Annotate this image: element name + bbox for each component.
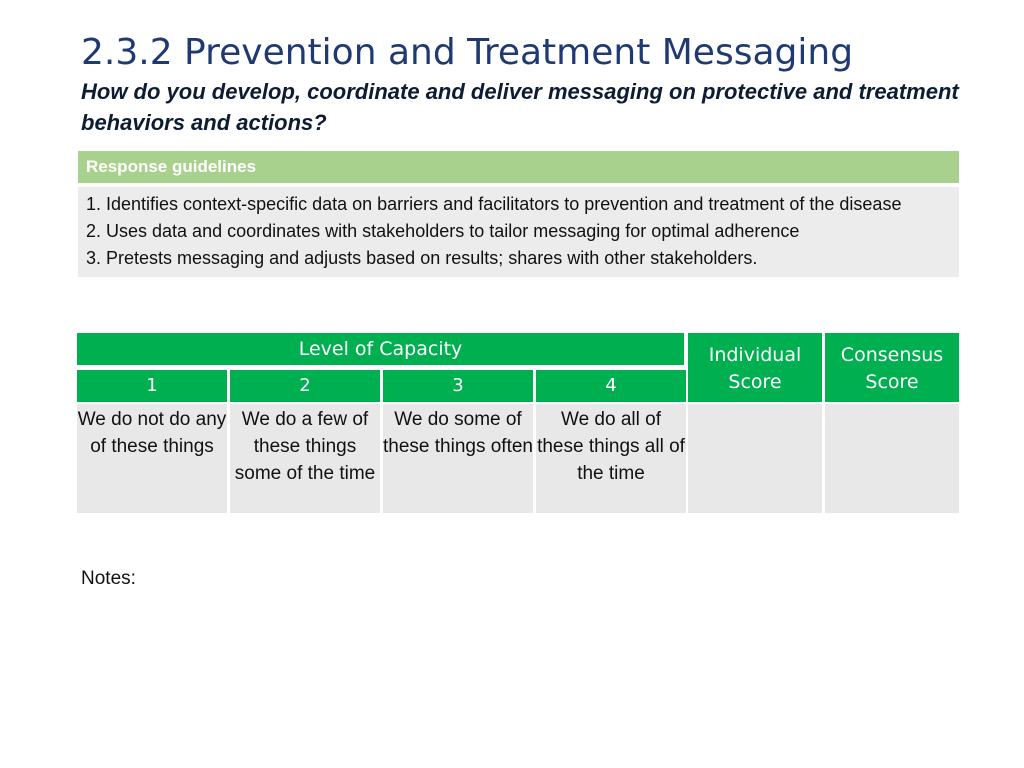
level-3-description: We do some of these things often: [383, 404, 533, 513]
response-guidelines-list: [78, 187, 959, 277]
question-subtitle: How do you develop, coordinate and deliver messaging on protective and treatment behaviors and actions?: [81, 79, 959, 135]
response-guidelines-box: [78, 151, 959, 277]
level-4-header: 4: [536, 370, 686, 402]
consensus-score-header: Consensus Score: [825, 333, 959, 402]
page-title: 2.3.2 Prevention and Treatment Messaging: [81, 32, 854, 73]
level-1-header: 1: [77, 370, 227, 402]
level-2-description: We do a few of these things some of the time: [230, 404, 380, 513]
notes-label: Notes:: [81, 568, 136, 589]
individual-score-cell[interactable]: [688, 404, 822, 513]
level-4-description: We do all of these things all of the time: [536, 404, 686, 513]
guideline-item: 2. Uses data and coordinates with stakeholders to tailor messaging for optimal adherence: [86, 221, 800, 241]
guideline-item: 1. Identifies context-specific data on barriers and facilitators to prevention and treatment of the disease: [86, 194, 902, 214]
level-of-capacity-header: Level of Capacity: [77, 333, 684, 365]
level-2-header: 2: [230, 370, 380, 402]
level-1-description: We do not do any of these things: [77, 404, 227, 513]
guideline-item: 3. Pretests messaging and adjusts based on results; shares with other stakeholders.: [86, 248, 758, 268]
consensus-score-cell[interactable]: [825, 404, 959, 513]
level-3-header: 3: [383, 370, 533, 402]
individual-score-header: Individual Score: [688, 333, 822, 402]
response-guidelines-header: Response guidelines: [78, 151, 959, 183]
